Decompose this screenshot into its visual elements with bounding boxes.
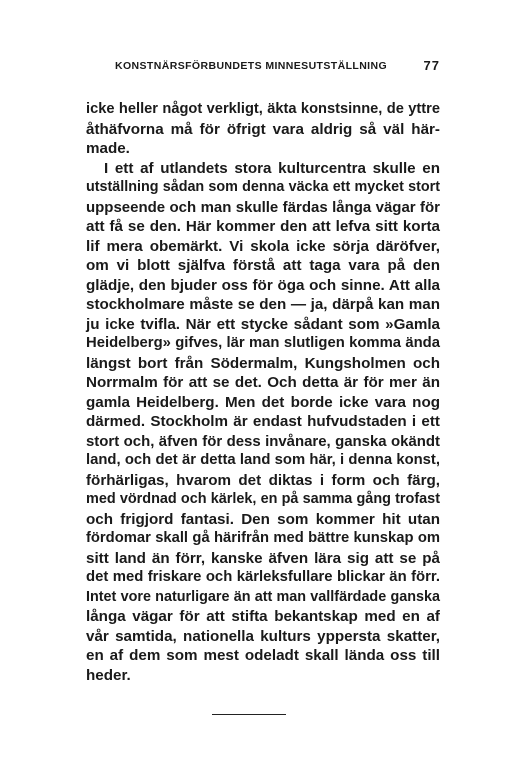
text-line: gamla Heidelberg. Men det borde icke vara nog: [86, 393, 440, 411]
text-line: sitt land än förr, kanske äfven lära sig att se på: [86, 549, 440, 567]
text-line: Heidelberg» gifves, lär man slutligen komma ända: [86, 335, 440, 351]
text-line: med vördnad och kärlek, en på samma gång trofast: [86, 491, 440, 507]
text-line: därmed. Stockholm är endast hufvudstaden i ett: [86, 413, 440, 430]
text-line: made.: [86, 140, 130, 157]
text-line: långa vägar för att stifta bekantskap med en af: [86, 608, 440, 625]
text-line: och frigjord fantasi. Den som kommer hit utan: [86, 510, 440, 528]
text-line: uppseende och man skulle färdas långa vägar för: [86, 198, 440, 216]
text-line: heder.: [86, 666, 131, 684]
text-line: ju icke tvifla. När ett stycke sådant som »Gamla: [86, 315, 440, 333]
text-line: stockholmare måste se den — ja, därpå kan man: [86, 296, 440, 313]
text-line: att få se den. Här kommer den att lefva sitt korta: [86, 218, 440, 235]
text-line: land, och det är detta land som här, i denna konst,: [86, 452, 440, 468]
text-line: en af dem som mest odeladt skall lända oss till: [86, 647, 440, 664]
text-line: Intet vore naturligare än att man vallfärdade ganska: [86, 588, 440, 605]
running-header: [115, 60, 440, 78]
page-number: 77: [423, 58, 440, 73]
text-line: lif mera obemärkt. Vi skola icke sörja däröfver,: [86, 237, 440, 255]
text-line: om vi blott själfva förstå att taga vara på den: [86, 257, 440, 274]
text-line: fördomar skall gå härifrån med bättre kunskap om: [86, 530, 440, 546]
text-line: stort och, äfven för dess invånare, ganska okändt: [86, 432, 440, 450]
text-line: åthäfvorna må för öfrigt vara aldrig så väl här-: [86, 120, 440, 138]
text-line: längst bort från Södermalm, Kungsholmen och: [86, 354, 440, 372]
text-line: icke heller något verkligt, äkta konstsinne, de yttre: [86, 101, 440, 117]
text-line: Norrmalm för att se det. Och detta är för mer än: [86, 374, 440, 391]
running-title: KONSTNÄRSFÖRBUNDETS MINNESUTSTÄLLNING: [115, 60, 388, 72]
text-line: vår samtida, nationella kulturs yppersta skatter,: [86, 627, 440, 645]
text-line: utställning sådan som denna väcka ett mycket stort: [86, 179, 440, 195]
body-text: [86, 100, 440, 685]
text-line: glädje, den bjuder oss för öga och sinne. Att alla: [86, 276, 440, 294]
section-divider: [212, 714, 286, 715]
text-line: det med friskare och kärleksfullare blickar än förr.: [86, 569, 440, 585]
text-line: förhärligas, hvarom det diktas i form och färg,: [86, 471, 440, 489]
text-line: I ett af utlandets stora kulturcentra skulle en: [104, 159, 440, 177]
